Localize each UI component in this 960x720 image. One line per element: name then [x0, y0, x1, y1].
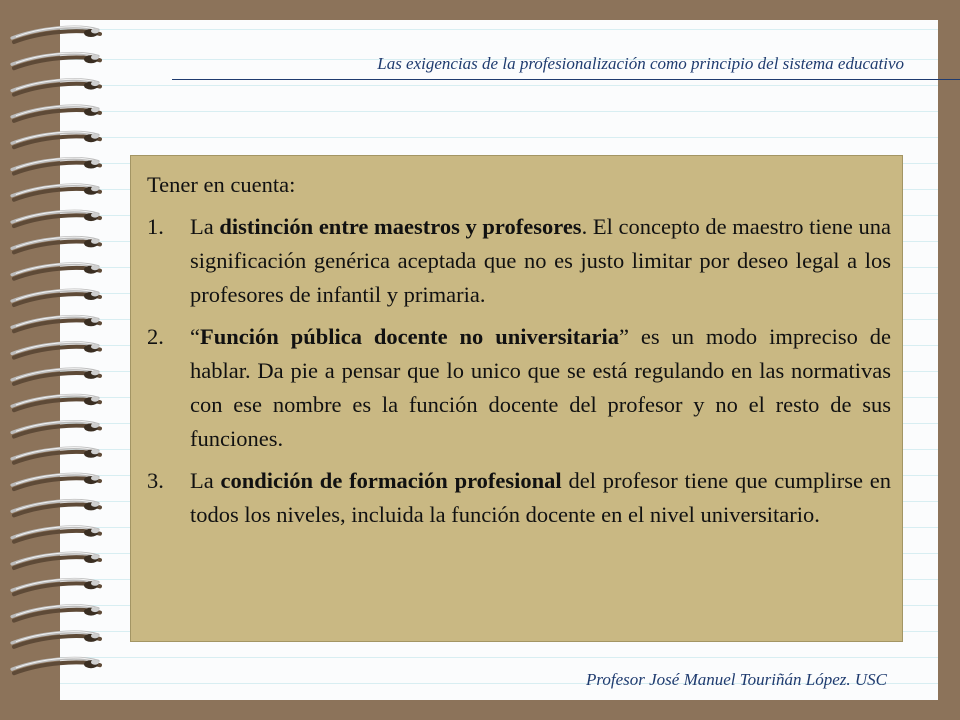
item-text-pre: “: [190, 324, 200, 349]
list-item: [147, 464, 891, 532]
spiral-ring: [12, 395, 100, 410]
item-text-bold: Función pública docente no universitaria: [200, 324, 619, 349]
item-text-pre: La: [190, 468, 221, 493]
item-text-post: ” es un modo impreciso de hablar. Da pie a pensar que lo unico que se está regulando en las normativas con ese nombre es la función docente del profesor y no el resto de sus funciones.: [190, 324, 891, 451]
spiral-ring: [12, 158, 100, 173]
spiral-ring: [12, 342, 100, 357]
item-text-pre: La: [190, 214, 220, 239]
spiral-ring: [12, 474, 100, 489]
spiral-ring: [12, 526, 100, 541]
header-divider: [172, 79, 960, 80]
spiral-ring: [12, 79, 100, 94]
item-text-post: del profesor tiene que cumplirse en todos los niveles, incluida la función docente en el nivel universitario.: [190, 468, 891, 527]
footer-author: Profesor José Manuel Touriñán López. USC: [586, 670, 887, 689]
header-title: Las exigencias de la profesionalización como principio del sistema educativo: [377, 54, 904, 73]
spiral-ring: [12, 369, 100, 384]
item-number: 1.: [147, 214, 164, 239]
spiral-ring: [12, 448, 100, 463]
spiral-ring: [12, 106, 100, 121]
spiral-ring: [12, 290, 100, 305]
item-number: 3.: [147, 468, 164, 493]
spiral-ring: [12, 132, 100, 147]
item-list: [147, 210, 891, 532]
item-text-bold: distinción entre maestros y profesores: [219, 214, 582, 239]
spiral-ring: [12, 421, 100, 436]
spiral-ring: [12, 500, 100, 515]
spiral-ring: [12, 605, 100, 620]
spiral-ring: [12, 632, 100, 647]
spiral-ring: [12, 27, 100, 42]
list-item: [147, 320, 891, 456]
spiral-ring: [12, 579, 100, 594]
spiral-ring: [12, 211, 100, 226]
spiral-ring: [12, 53, 100, 68]
spiral-ring: [12, 237, 100, 252]
spiral-ring: [12, 316, 100, 331]
item-number: 2.: [147, 324, 164, 349]
spiral-ring: [12, 185, 100, 200]
spiral-ring: [12, 263, 100, 278]
intro-text: Tener en cuenta:: [147, 172, 296, 197]
item-text-bold: condición de formación profesional: [220, 468, 562, 493]
spiral-ring: [12, 658, 100, 673]
list-item: [147, 210, 891, 312]
spiral-binding: [0, 20, 130, 700]
content-box: [130, 155, 903, 642]
spiral-ring: [12, 553, 100, 568]
item-text-post: . El concepto de maestro tiene una significación genérica aceptada que no es justo limitar por deseo legal a los profesores de infantil y primaria.: [190, 214, 891, 307]
